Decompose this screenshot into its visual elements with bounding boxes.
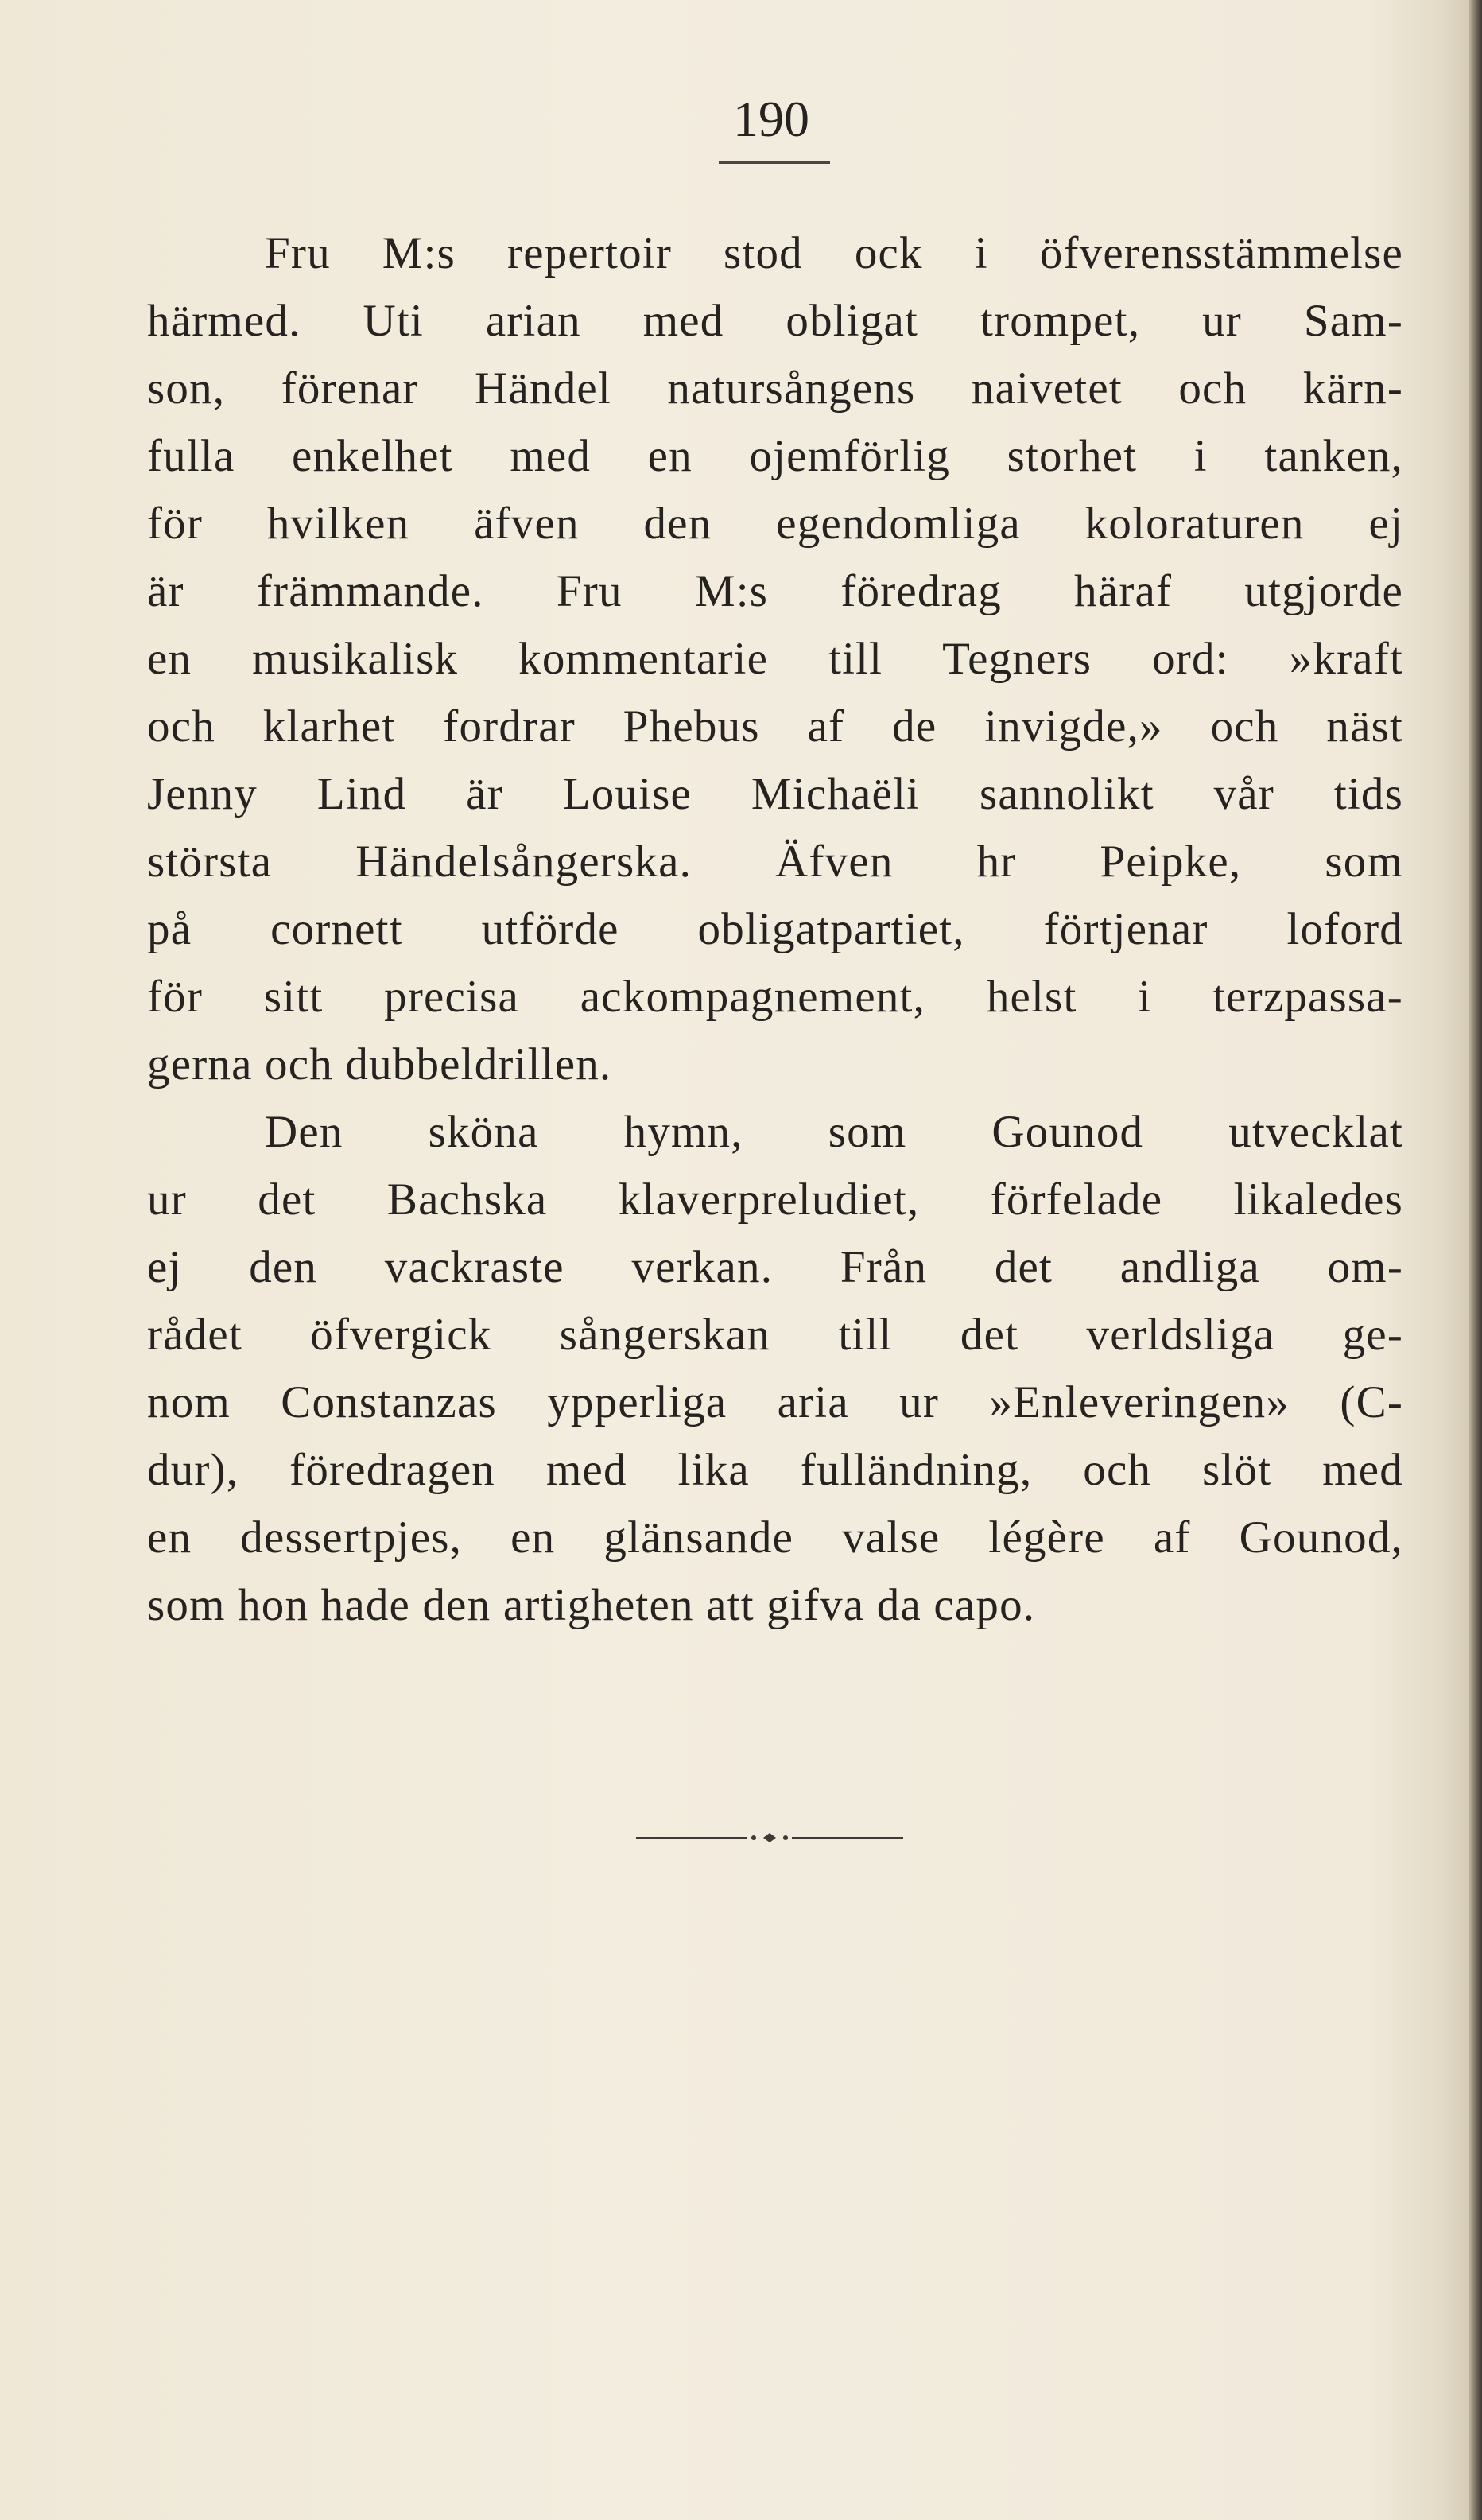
text-line: fulla enkelhet med en ojemförlig storhet i tanken,: [147, 431, 1403, 481]
text-line: gerna och dubbeldrillen.: [147, 1039, 612, 1089]
paragraph-2: [147, 1098, 1403, 1639]
end-ornament: [636, 1830, 906, 1846]
text-line: för hvilken äfven den egendomliga koloraturen ej: [147, 499, 1403, 549]
text-line: rådet öfvergick sångerskan till det verldsliga ge-: [147, 1310, 1403, 1360]
text-line: på cornett utförde obligatpartiet, förtjenar loford: [147, 904, 1403, 954]
text-line: en musikalisk kommentarie till Tegners ord: »kraft: [147, 634, 1403, 684]
text-line: Jenny Lind är Louise Michaëli sannolikt vår tids: [147, 769, 1403, 819]
text-line: största Händelsångerska. Äfven hr Peipke, som: [147, 837, 1403, 887]
text-line: dur), föredragen med lika fulländning, och slöt med: [147, 1445, 1403, 1495]
text-line: Den sköna hymn, som Gounod utvecklat: [265, 1107, 1403, 1157]
text-line: en dessertpjes, en glänsande valse légère af Gounod,: [147, 1512, 1403, 1563]
page-edge: [1469, 0, 1482, 2520]
text-line: ej den vackraste verkan. Från det andliga om-: [147, 1242, 1403, 1292]
text-line: härmed. Uti arian med obligat trompet, ur Sam-: [147, 296, 1403, 346]
text-line: som hon hade den artigheten att gifva da capo.: [147, 1580, 1036, 1630]
page-number-rule: [719, 161, 830, 164]
paragraph-1: [147, 219, 1403, 1098]
text-line: och klarhet fordrar Phebus af de invigde,» och näst: [147, 701, 1403, 751]
page-number: 190: [733, 91, 809, 147]
text-line: son, förenar Händel natursångens naivetet och kärn-: [147, 363, 1403, 414]
text-line: för sitt precisa ackompagnement, helst i terzpassa-: [147, 972, 1403, 1022]
text-line: ur det Bachska klaverpreludiet, förfelade likaledes: [147, 1175, 1403, 1225]
text-line: nom Constanzas ypperliga aria ur »Enleveringen» (C-: [147, 1377, 1403, 1427]
body-text: [147, 219, 1403, 1639]
text-line: är främmande. Fru M:s föredrag häraf utgjorde: [147, 566, 1403, 616]
text-line: Fru M:s repertoir stod ock i öfverensstämmelse: [265, 228, 1403, 278]
